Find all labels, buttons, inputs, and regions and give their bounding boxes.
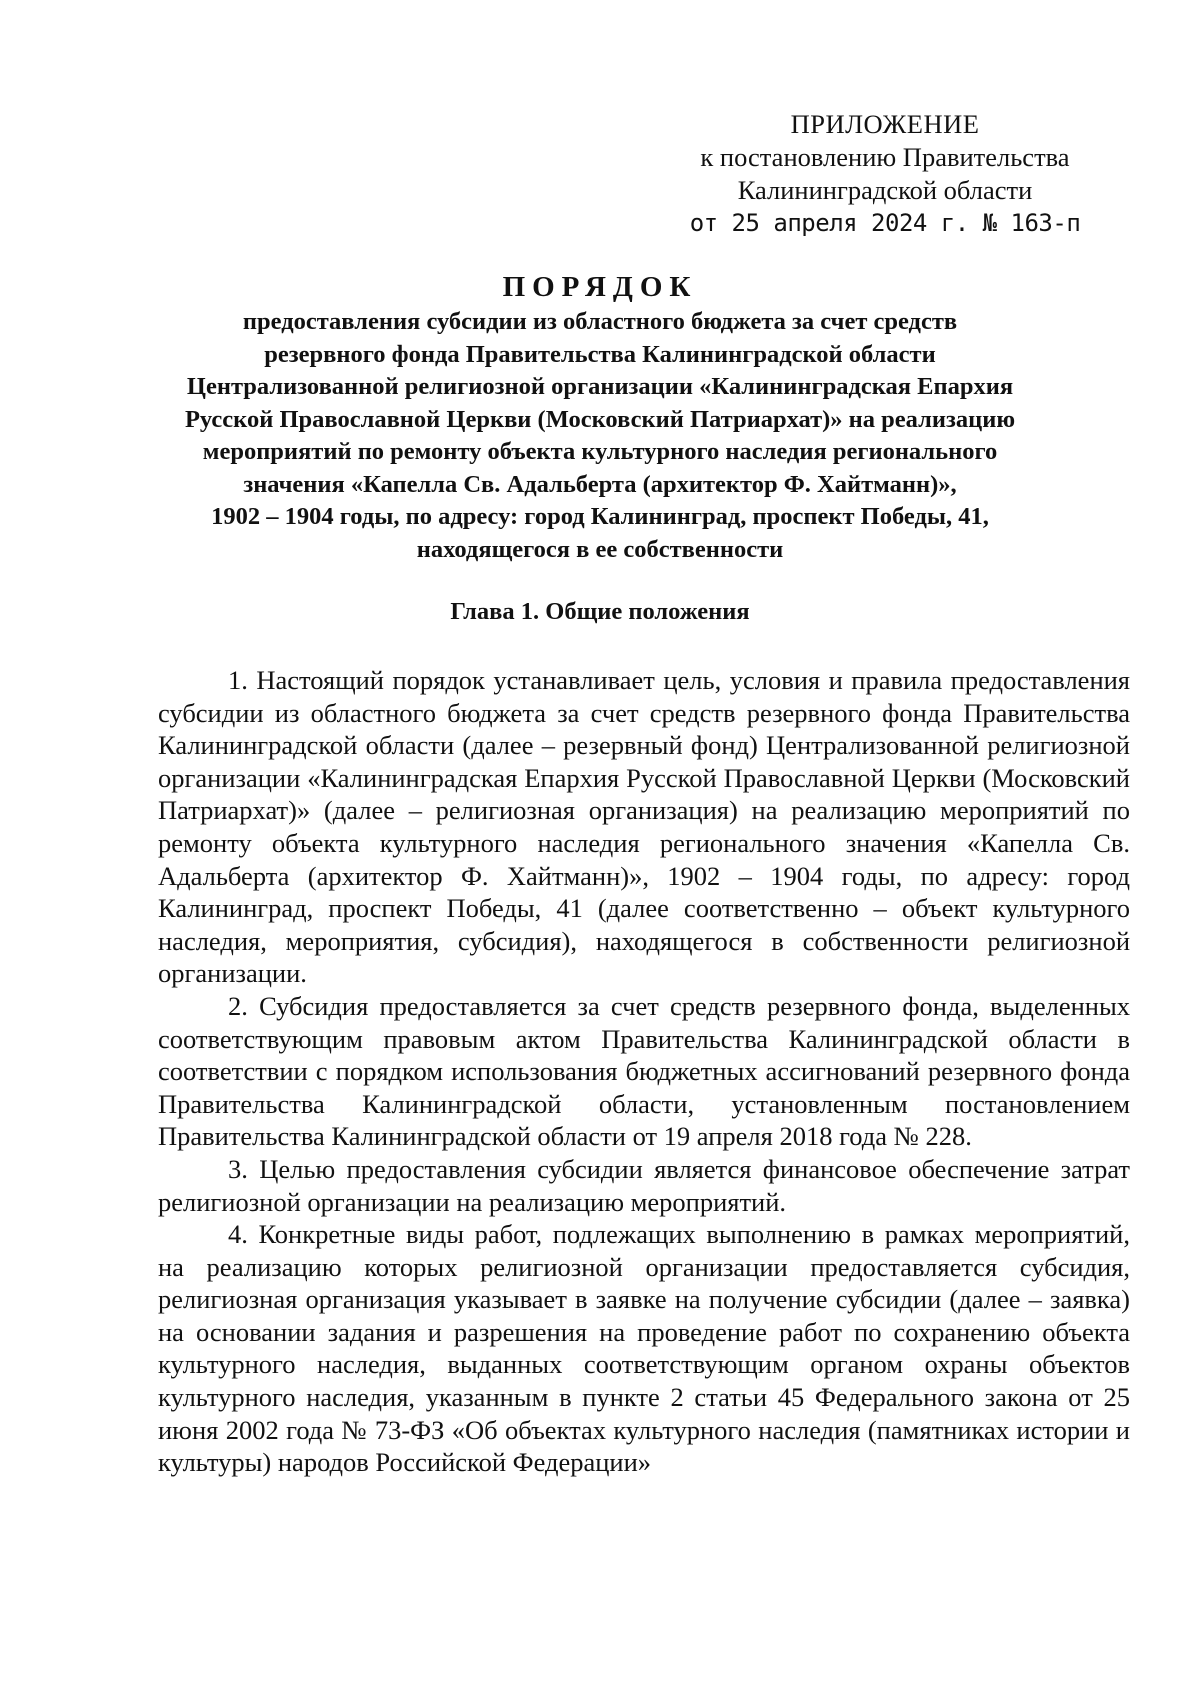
appendix-line: к постановлению Правительства xyxy=(700,142,1070,172)
subtitle-line: 1902 – 1904 годы, по адресу: город Калининград, проспект Победы, 41, xyxy=(211,503,989,530)
subtitle-line: значения «Капелла Св. Адальберта (архитектор Ф. Хайтманн)», xyxy=(243,470,957,498)
chapter-title: Глава 1. Общие положения xyxy=(450,598,750,625)
subtitle-line: находящегося в ее собственности xyxy=(416,535,784,563)
subtitle-line: Централизованной религиозной организации «Калининградская Епархия xyxy=(186,373,1014,400)
subtitle-line: предоставления субсидии из областного бюджета за счет средств xyxy=(242,308,958,335)
appendix-date-line: от 25 апреля 2024 г. № 163-п xyxy=(689,209,1081,237)
paragraph-3: 3. Целью предоставления субсидии является финансовое обеспечение затрат религиозной организации на реализацию мероприятий. xyxy=(158,1153,1130,1217)
paragraph-4: 4. Конкретные виды работ, подлежащих выполнению в рамках мероприятий, на реализацию которых религиозной организации предоставляется субсидия, религиозная организация указывает в заявке на получение субсидии (далее – заявка) на основании задания и разрешения на проведение работ по сохранению объекта культурного наследия, выданных соответствующим органом охраны объектов культурного наследия, указанным в пункте 2 статьи 45 Федерального закона от 25 июня 2002 года № 73-ФЗ «Об объектах культурного наследия (памятниках истории и культуры) народов Российской Федерации» xyxy=(158,1219,1130,1478)
subtitle-line: Русской Православной Церкви (Московский Патриархат)» на реализацию xyxy=(184,405,1016,433)
subtitle-line: мероприятий по ремонту объекта культурного наследия регионального xyxy=(202,438,998,465)
document-title: ПОРЯДОК xyxy=(502,271,698,303)
subtitle-line: резервного фонда Правительства Калининградской области xyxy=(264,340,936,368)
appendix-block xyxy=(650,108,1120,240)
document-heading xyxy=(150,268,1050,566)
document-body xyxy=(158,664,1130,1479)
paragraph-1: 1. Настоящий порядок устанавливает цель, условия и правила предоставления субсидии из областного бюджета за счет средств резервного фонда Правительства Калининградской области (далее – резервный фонд) Централизованной религиозной организации «Калининградская Епархия Русской Православной Церкви (Московский Патриархат)» (далее – религиозная организация) на реализацию мероприятий по ремонту объекта культурного наследия регионального значения «Капелла Св. Адальберта (архитектор Ф. Хайтманн)», 1902 – 1904 годы, по адресу: город Калининград, проспект Победы, 41 (далее соответственно – объект культурного наследия, мероприятия, субсидия), находящегося в собственности религиозной организации. xyxy=(158,665,1130,989)
paragraph-2: 2. Субсидия предоставляется за счет средств резервного фонда, выделенных соответствующим правовым актом Правительства Калининградской области в соответствии с порядком использования бюджетных ассигнований резервного фонда Правительства Калининградской области, установленным постановлением Правительства Калининградской области от 19 апреля 2018 года № 228. xyxy=(158,990,1130,1152)
appendix-title: ПРИЛОЖЕНИЕ xyxy=(790,109,980,139)
appendix-line: Калининградской области xyxy=(737,175,1033,205)
